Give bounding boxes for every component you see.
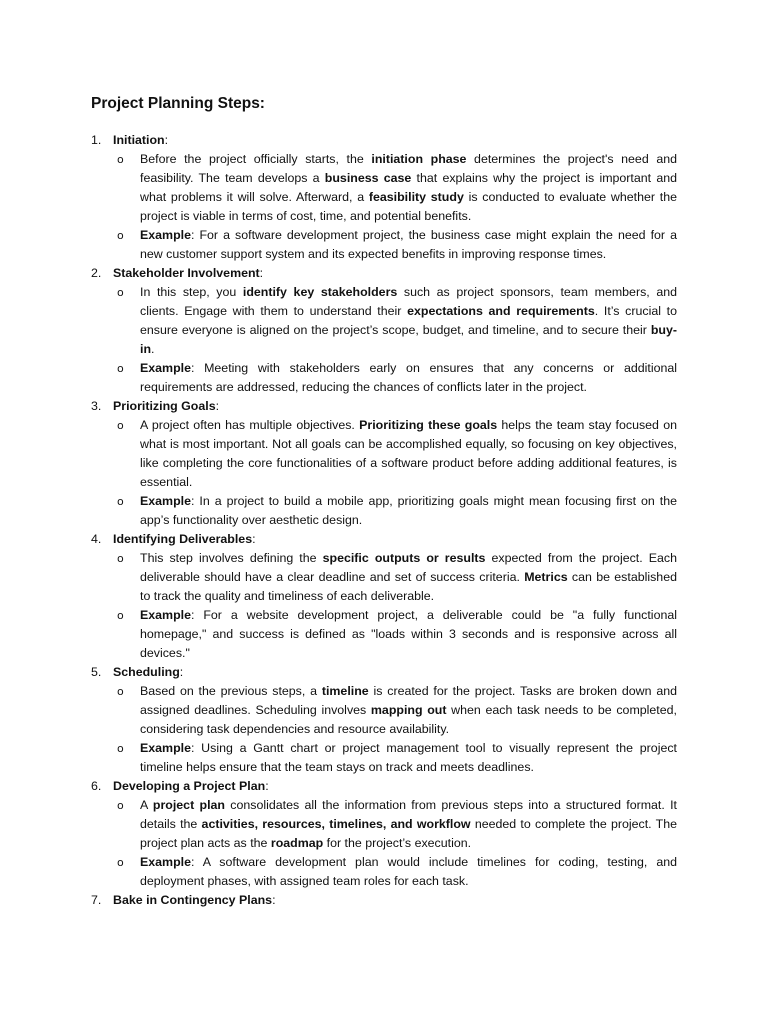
bold-text: business case (324, 171, 412, 185)
sub-item-text (140, 853, 677, 891)
step-heading-label: Scheduling (113, 665, 180, 679)
step-heading-suffix: : (259, 266, 264, 280)
text-run: : Meeting with stakeholders early on ensures that any concerns or additional requirements are addressed, reducing the chances of conflicts later in the project. (140, 361, 677, 394)
text-run: can be established to track the quality and timeliness of each deliverable. (140, 570, 677, 603)
step-number: 1. (91, 133, 102, 147)
text-run: is conducted to evaluate whether the project is viable in terms of cost, time, and potential benefits. (140, 190, 677, 223)
sub-item-text (140, 549, 677, 606)
step-heading-suffix: : (265, 779, 269, 793)
bold-text: Metrics (524, 570, 568, 584)
step-heading (0, 891, 768, 910)
step-heading-label: Bake in Contingency Plans (113, 893, 273, 907)
bold-text: expectations and requirements (407, 304, 595, 318)
text-run: : A software development plan would include timelines for coding, testing, and deployment phases, with assigned team roles for each task. (140, 855, 677, 888)
bold-text: Example (140, 741, 191, 755)
bold-text: roadmap (270, 836, 324, 850)
sub-item-text (140, 492, 677, 530)
text-run: In this step, you (140, 285, 243, 299)
bold-text: Example (140, 494, 191, 508)
sub-item-text (140, 226, 677, 264)
step-number: 7. (91, 893, 102, 907)
step-heading-label: Identifying Deliverables (113, 532, 253, 546)
text-run: : In a project to build a mobile app, prioritizing goals might mean focusing first on the app’s functionality over aesthetic design. (140, 494, 677, 527)
step-heading (0, 397, 768, 416)
step-heading-suffix: : (164, 133, 169, 147)
sub-item-text (140, 796, 677, 853)
step-heading (0, 777, 768, 796)
bold-text: mapping out (370, 703, 447, 717)
step-number: 2. (91, 266, 102, 280)
sub-item (0, 283, 768, 359)
bold-text: Example (140, 608, 191, 622)
text-run: consolidates all the information from previous steps into a structured format. It details the (140, 798, 677, 831)
bullet-icon: o (117, 362, 124, 375)
sub-item-text (140, 682, 677, 739)
sub-item (0, 359, 768, 397)
text-run: needed to complete the project. The project plan acts as the (140, 817, 677, 850)
sub-item-text (140, 606, 677, 663)
step-heading-label: Initiation (113, 133, 165, 147)
sub-item (0, 682, 768, 739)
sub-item (0, 853, 768, 891)
bold-text: feasibility study (368, 190, 464, 204)
step-heading-suffix: : (179, 665, 184, 679)
text-run: A (140, 798, 153, 812)
bold-text: specific outputs or results (322, 551, 486, 565)
sub-item-text (140, 150, 677, 226)
bold-text: Example (140, 855, 191, 869)
step-heading-suffix: : (272, 893, 276, 907)
step-heading-text (113, 530, 256, 549)
bullet-icon: o (117, 286, 124, 299)
sub-item (0, 606, 768, 663)
bold-text: Example (140, 228, 191, 242)
step-number: 3. (91, 399, 102, 413)
text-run: when each task needs to be completed, considering task dependencies and resource availability. (140, 703, 677, 736)
step-heading-text (113, 264, 263, 283)
text-run: expected from the project. Each deliverable should have a clear deadline and set of success criteria. (140, 551, 677, 584)
text-run: . (151, 342, 155, 356)
list-item (0, 264, 768, 397)
sub-item (0, 739, 768, 777)
list-item (0, 663, 768, 777)
list-item (0, 530, 768, 663)
bold-text: Example (140, 361, 191, 375)
step-heading-text (113, 397, 219, 416)
bullet-icon: o (117, 799, 124, 812)
text-run: A project often has multiple objectives. (140, 418, 360, 432)
text-run: This step involves defining the (140, 551, 323, 565)
bullet-icon: o (117, 153, 124, 166)
list-item (0, 131, 768, 264)
step-number: 6. (91, 779, 102, 793)
sub-item-text (140, 359, 677, 397)
sub-item-text (140, 283, 677, 359)
text-run: for the project’s execution. (323, 836, 472, 850)
sub-item (0, 796, 768, 853)
sub-item (0, 549, 768, 606)
text-run: : Using a Gantt chart or project management tool to visually represent the project timeline helps ensure that the team stays on track and meets deadlines. (140, 741, 677, 774)
step-heading (0, 264, 768, 283)
sub-item (0, 150, 768, 226)
step-heading-text (113, 131, 168, 150)
list-item (0, 397, 768, 530)
step-heading (0, 663, 768, 682)
step-heading-text (113, 777, 269, 796)
text-run: : For a software development project, the business case might explain the need for a new customer support system and its expected benefits in improving response times. (140, 228, 677, 261)
steps-list (0, 131, 768, 910)
text-run: Before the project officially starts, the (140, 152, 372, 166)
list-item (0, 777, 768, 891)
bold-text: project plan (152, 798, 225, 812)
text-run: determines the project's need and feasibility. The team develops a (140, 152, 677, 185)
sub-item-text (140, 416, 677, 492)
step-heading-suffix: : (252, 532, 256, 546)
text-run: that explains why the project is important and what problems it will solve. Afterward, a (140, 171, 677, 204)
bold-text: activities, resources, timelines, and workflow (201, 817, 471, 831)
bullet-icon: o (117, 552, 124, 565)
bullet-icon: o (117, 685, 124, 698)
bullet-icon: o (117, 419, 124, 432)
bold-text: initiation phase (371, 152, 467, 166)
sub-item (0, 226, 768, 264)
bullet-icon: o (117, 609, 124, 622)
bullet-icon: o (117, 742, 124, 755)
step-heading (0, 131, 768, 150)
text-run: is created for the project. Tasks are broken down and assigned deadlines. Scheduling involves (140, 684, 677, 717)
step-heading-label: Developing a Project Plan (113, 779, 266, 793)
document-title: Project Planning Steps: (91, 95, 265, 112)
step-heading (0, 530, 768, 549)
bullet-icon: o (117, 495, 124, 508)
sub-item-text (140, 739, 677, 777)
text-run: such as project sponsors, team members, and clients. Engage with them to understand their (140, 285, 677, 318)
step-number: 4. (91, 532, 102, 546)
text-run: . It’s crucial to ensure everyone is aligned on the project’s scope, budget, and timeline, and to secure their (140, 304, 677, 337)
text-run: helps the team stay focused on what is most important. Not all goals can be accomplished equally, so focusing on key objectives, like completing the core functionalities of a software product before adding additional features, is essential. (140, 418, 677, 489)
step-heading-text (113, 663, 183, 682)
bold-text: Prioritizing these goals (359, 418, 498, 432)
step-heading-label: Prioritizing Goals (113, 399, 216, 413)
step-heading-label: Stakeholder Involvement (113, 266, 260, 280)
step-heading-suffix: : (215, 399, 220, 413)
step-heading-text (113, 891, 276, 910)
bold-text: buy-in (140, 323, 677, 356)
sub-item (0, 416, 768, 492)
bold-text: identify key stakeholders (242, 285, 398, 299)
bullet-icon: o (117, 856, 124, 869)
step-number: 5. (91, 665, 102, 679)
text-run: Based on the previous steps, a (140, 684, 322, 698)
bullet-icon: o (117, 229, 124, 242)
text-run: : For a website development project, a deliverable could be "a fully functional homepage," and success is defined as "loads within 3 seconds and is responsive across all devices." (140, 608, 677, 660)
sub-item (0, 492, 768, 530)
bold-text: timeline (321, 684, 369, 698)
list-item (0, 891, 768, 910)
